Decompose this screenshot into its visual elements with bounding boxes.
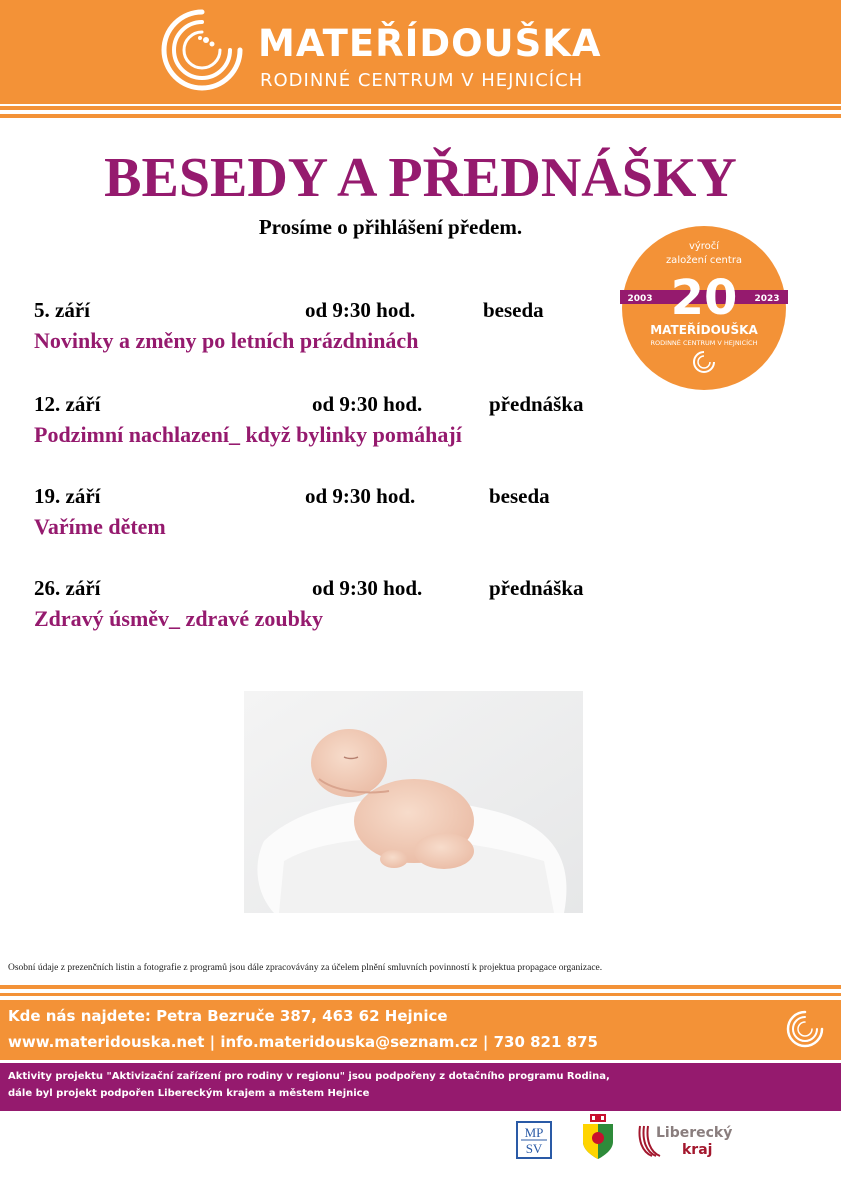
event-title: Zdravý úsměv_ zdravé zoubky [34, 606, 324, 631]
badge-subtitle: RODINNÉ CENTRUM V HEJNICÍCH [650, 339, 758, 347]
badge-year-end: 2023 [754, 294, 780, 304]
mpsv-logo [516, 1121, 552, 1159]
event-title: Novinky a změny po letních prázdninách [34, 328, 419, 353]
event-date: 19. září [34, 484, 101, 508]
hejnice-crest-logo [580, 1114, 616, 1160]
event-type: přednáška [489, 392, 584, 416]
anniversary-badge [620, 224, 788, 392]
footer-contact[interactable]: www.materidouska.net | info.materidouska@seznam.cz | 730 821 875 [8, 1033, 598, 1051]
footer-address: Kde nás najdete: Petra Bezruče 387, 463 62 Hejnice [8, 1007, 448, 1025]
event-date: 12. září [34, 392, 101, 416]
footer-contact-bar [0, 1000, 841, 1060]
mpsv-text-bottom: SV [525, 1141, 543, 1156]
privacy-note: Osobní údaje z prezenčních listin a fotografie z programů jsou dále zpracovávány za účelem plnění smluvních povinností k projektua propagace organizace. [8, 963, 603, 973]
mother-child-circle-icon [160, 8, 244, 92]
event-date: 5. září [34, 298, 90, 322]
lk-text-line1: Liberecký [656, 1125, 733, 1141]
event-title: Podzimní nachlazení_ když bylinky pomáhají [34, 422, 462, 447]
page-title: BESEDY A PŘEDNÁŠKY [104, 147, 737, 209]
badge-brand: MATEŘÍDOUŠKA [650, 323, 758, 337]
badge-year-start: 2003 [627, 294, 653, 304]
event-type: beseda [483, 298, 544, 322]
page-subtitle: Prosíme o přihlášení předem. [258, 215, 523, 239]
event-time: od 9:30 hod. [312, 576, 423, 600]
event-time: od 9:30 hod. [312, 392, 423, 416]
sleeping-baby-photo [244, 691, 583, 913]
event-item [34, 484, 634, 544]
brand-subtitle: RODINNÉ CENTRUM V HEJNICÍCH [260, 70, 584, 91]
brand-name: MATEŘÍDOUŠKA [258, 22, 602, 65]
event-time: od 9:30 hod. [305, 298, 416, 322]
event-type: beseda [489, 484, 550, 508]
liberecky-kraj-logo [636, 1120, 736, 1160]
footer-divider [0, 993, 841, 996]
funding-note-line2: dále byl projekt podpořen Libereckým krajem a městem Hejnice [8, 1088, 370, 1099]
header-divider [0, 114, 841, 118]
footer-divider [0, 985, 841, 989]
mother-child-circle-icon [786, 1010, 824, 1048]
mpsv-text-top: MP [524, 1125, 544, 1140]
badge-line1: výročí [688, 241, 720, 252]
event-type: přednáška [489, 576, 584, 600]
badge-number: 20 [670, 270, 738, 326]
badge-line2: založení centra [665, 255, 743, 266]
event-time: od 9:30 hod. [305, 484, 416, 508]
event-item [34, 576, 634, 636]
funding-note-line1: Aktivity projektu "Aktivizační zařízení pro rodiny v regionu" jsou podpořeny z dotačního programu Rodina, [8, 1071, 610, 1082]
lk-text-line2: kraj [682, 1142, 713, 1158]
footer-funding-bar [0, 1063, 841, 1111]
header-banner [0, 0, 841, 104]
header-divider [0, 106, 841, 110]
event-date: 26. září [34, 576, 101, 600]
event-title: Vaříme dětem [34, 514, 166, 539]
event-item [34, 298, 634, 358]
event-item [34, 392, 634, 452]
